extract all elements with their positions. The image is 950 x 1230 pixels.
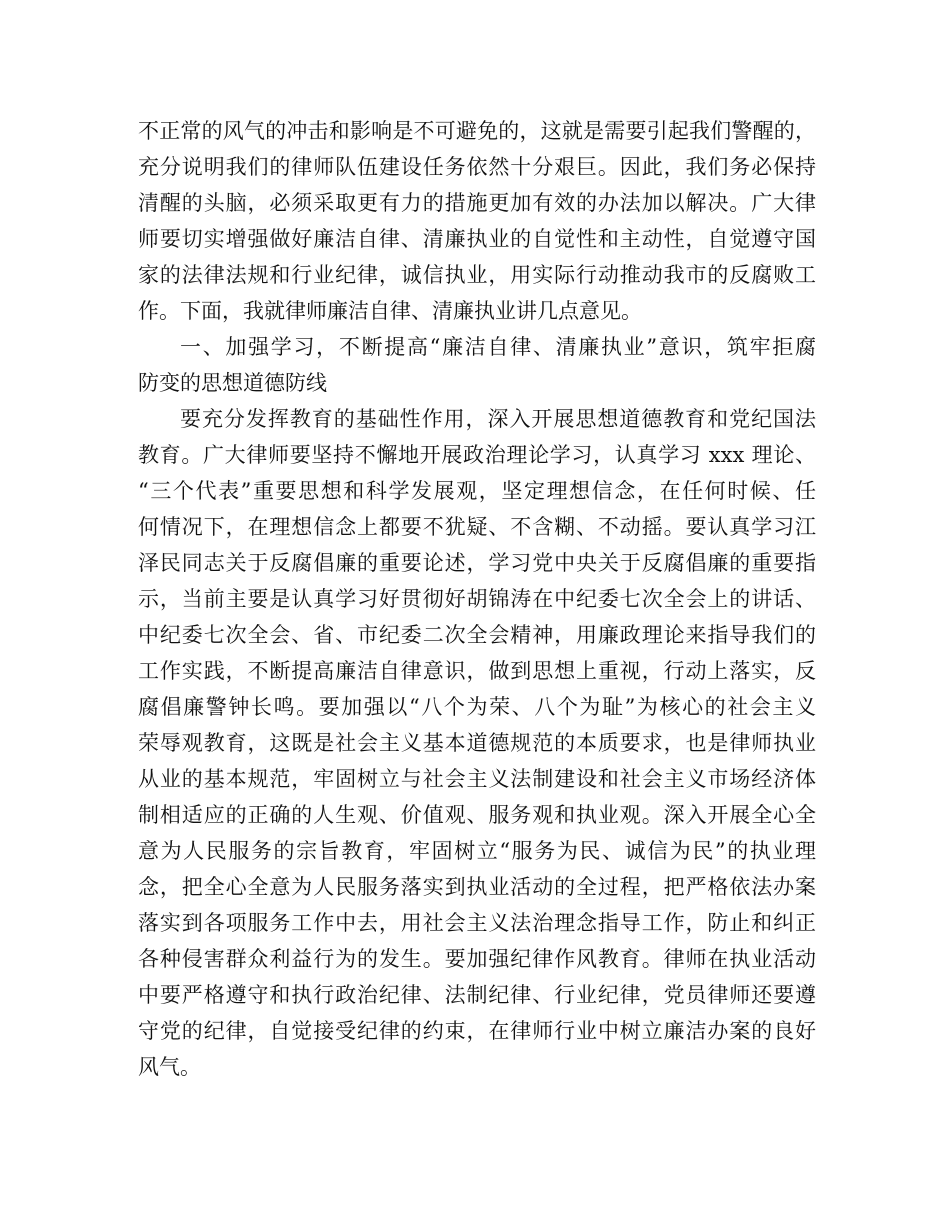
- section-heading-1: [138, 329, 816, 401]
- document-body: [138, 113, 816, 1085]
- text-line: 各种侵害群众利益行为的发生。要加强纪律作风教育。律师在执业活动: [138, 947, 816, 971]
- text-line: 意为人民服务的宗旨教育，牢固树立“服务为民、诚信为民”的执业理: [138, 839, 816, 863]
- text-line: 中纪委七次全会、省、市纪委二次全会精神，用廉政理论来指导我们的: [138, 623, 816, 647]
- text-line: 教育。广大律师要坚持不懈地开展政治理论学习，认真学习 xxx 理论、: [138, 443, 816, 467]
- text-line: 落实到各项服务工作中去，用社会主义法治理念指导工作，防止和纠正: [138, 911, 816, 935]
- text-line: 念，把全心全意为人民服务落实到执业活动的全过程，把严格依法办案: [138, 875, 816, 899]
- text-line: 要充分发挥教育的基础性作用，深入开展思想道德教育和党纪国法: [180, 407, 816, 431]
- text-line: “三个代表”重要思想和科学发展观，坚定理想信念，在任何时候、任: [138, 479, 816, 503]
- text-line: 泽民同志关于反腐倡廉的重要论述，学习党中央关于反腐倡廉的重要指: [138, 551, 816, 575]
- paragraph-section-1-body: [138, 401, 816, 1085]
- text-line: 清醒的头脑，必须采取更有力的措施更加有效的办法加以解决。广大律: [138, 191, 816, 215]
- text-line: 制相适应的正确的人生观、价值观、服务观和执业观。深入开展全心全: [138, 803, 816, 827]
- text-line: 充分说明我们的律师队伍建设任务依然十分艰巨。因此，我们务必保持: [138, 155, 816, 179]
- text-line: 腐倡廉警钟长鸣。要加强以“八个为荣、八个为耻”为核心的社会主义: [138, 695, 816, 719]
- text-line: 风气。: [138, 1055, 201, 1079]
- text-line: 作。下面，我就律师廉洁自律、清廉执业讲几点意见。: [138, 299, 642, 323]
- heading-line: 防变的思想道德防线: [138, 371, 327, 395]
- paragraph-intro: [138, 113, 816, 329]
- text-line: 中要严格遵守和执行政治纪律、法制纪律、行业纪律，党员律师还要遵: [138, 983, 816, 1007]
- text-line: 工作实践，不断提高廉洁自律意识，做到思想上重视，行动上落实，反: [138, 659, 816, 683]
- text-line: 师要切实增强做好廉洁自律、清廉执业的自觉性和主动性，自觉遵守国: [138, 227, 816, 251]
- text-line: 不正常的风气的冲击和影响是不可避免的，这就是需要引起我们警醒的，: [138, 119, 816, 143]
- text-line: 荣辱观教育，这既是社会主义基本道德规范的本质要求，也是律师执业: [138, 731, 816, 755]
- text-line: 何情况下，在理想信念上都要不犹疑、不含糊、不动摇。要认真学习江: [138, 515, 816, 539]
- text-line: 示，当前主要是认真学习好贯彻好胡锦涛在中纪委七次全会上的讲话、: [138, 587, 816, 611]
- text-line: 家的法律法规和行业纪律，诚信执业，用实际行动推动我市的反腐败工: [138, 263, 816, 287]
- text-line: 从业的基本规范，牢固树立与社会主义法制建设和社会主义市场经济体: [138, 767, 816, 791]
- text-line: 守党的纪律，自觉接受纪律的约束，在律师行业中树立廉洁办案的良好: [138, 1019, 816, 1043]
- heading-line: 一、加强学习，不断提高“廉洁自律、清廉执业”意识，筑牢拒腐: [180, 335, 816, 359]
